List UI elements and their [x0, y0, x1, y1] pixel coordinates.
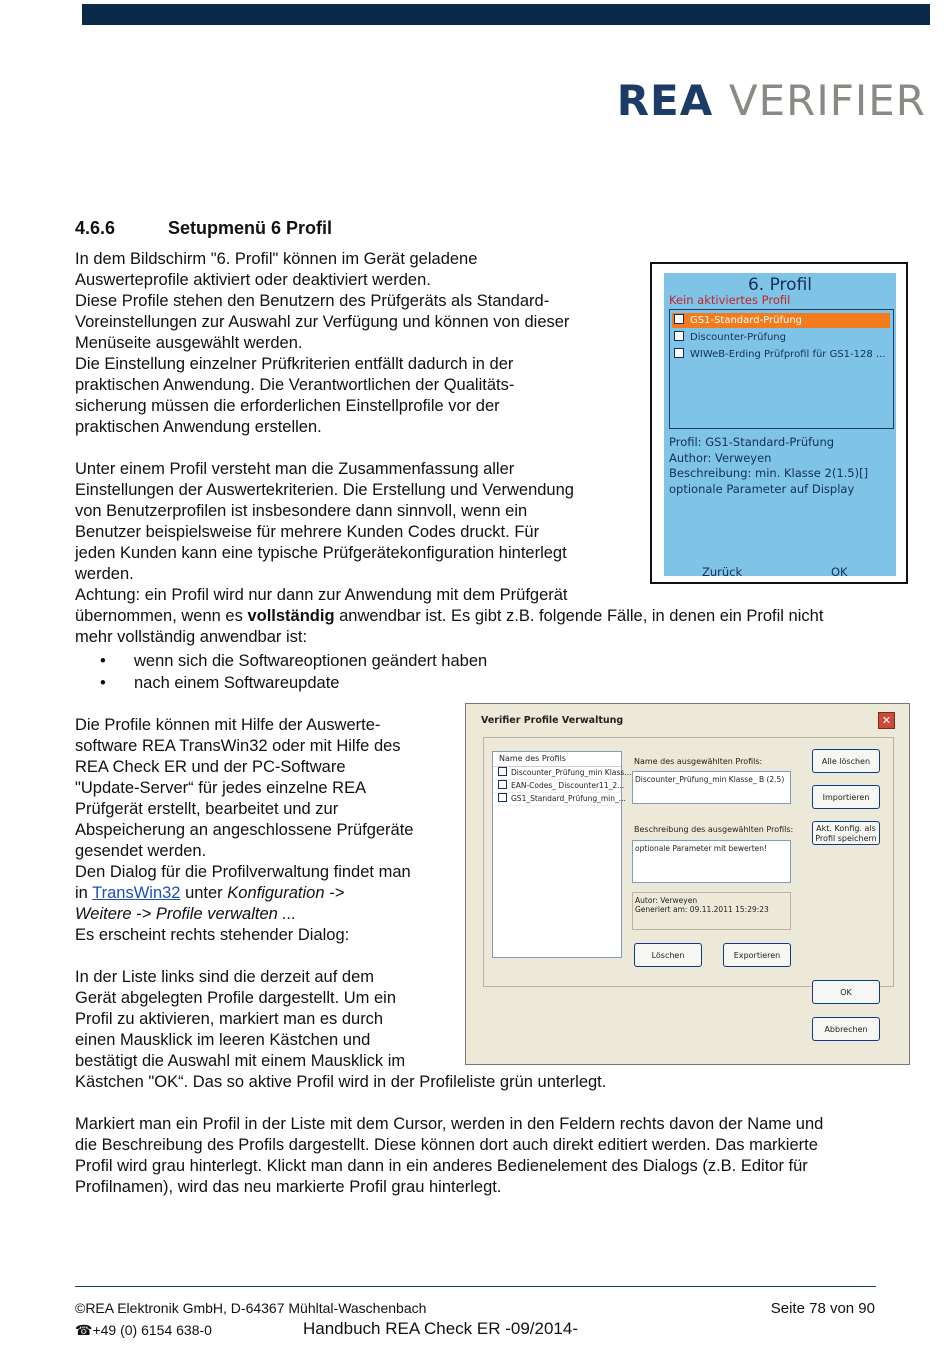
profile-dialog: [465, 703, 910, 1065]
device-profile-item[interactable]: WIWeB-Erding Prüfprofil für GS1-128 ...: [672, 347, 890, 362]
description-label: Beschreibung des ausgewählten Profils:: [634, 825, 794, 834]
top-bar: [82, 4, 930, 25]
checkbox-icon: [498, 767, 507, 776]
checkbox-icon: [498, 780, 507, 789]
export-button[interactable]: Exportieren: [723, 943, 791, 967]
device-profile-list: [669, 309, 894, 429]
device-profile-info: Profil: GS1-Standard-Prüfung Author: Verweyen Beschreibung: min. Klasse 2(1.5)[] optionale Parameter auf Display: [669, 435, 869, 496]
footer-phone: ☎+49 (0) 6154 638-0: [75, 1322, 212, 1338]
dialog-title: Verifier Profile Verwaltung: [481, 715, 624, 726]
phone-icon: ☎: [75, 1322, 93, 1338]
profile-list[interactable]: [492, 751, 632, 958]
delete-all-button[interactable]: Alle löschen: [812, 749, 880, 773]
section-title: Setupmenü 6 Profil: [168, 218, 333, 238]
device-screen: [664, 273, 896, 579]
footer-manual-title: Handbuch REA Check ER -09/2014-: [303, 1319, 578, 1338]
checkbox-icon: [674, 331, 684, 341]
ok-button[interactable]: OK: [812, 980, 880, 1004]
list-item[interactable]: GS1_Standard_Prüfung_min_...: [493, 793, 621, 806]
checkbox-icon: [674, 314, 684, 324]
device-profile-item[interactable]: GS1-Standard-Prüfung: [672, 313, 890, 328]
profile-list-header: Name des Profils: [493, 752, 621, 767]
paragraph-3: Die Profile können mit Hilfe der Auswerte- software REA TransWin32 oder mit Hilfe des REA Check ER und der PC-Software "Update-Server“ für jedes einzelne REA Prüfgerät erstellt, bearbeitet und zur Abspeicherung an angeschlossene Prüfgeräte gesendet werden. Den Dialog für die Profilverwaltung findet man in TransWin32 unter Konfiguration -> Weitere -> Profile verwalten ... Es erscheint rechts stehender Dialog:: [75, 716, 414, 944]
device-ok-button[interactable]: OK: [831, 565, 848, 579]
checkbox-icon: [498, 793, 507, 802]
cancel-button[interactable]: Abbrechen: [812, 1017, 880, 1041]
footer-company: ©REA Elektronik GmbH, D-64367 Mühltal-Waschenbach: [75, 1300, 427, 1316]
logo: REA VERIFIER: [616, 76, 926, 125]
transwin32-link[interactable]: TransWin32: [92, 884, 181, 902]
name-label: Name des ausgewählten Profils:: [634, 757, 763, 766]
device-screenshot: [650, 262, 908, 584]
paragraph-4: In der Liste links sind die derzeit auf dem Gerät abgelegten Profile dargestellt. Um ein Profil zu aktivieren, markiert man es durch einen Mausklick im leeren Kästchen und bestätigt die Auswahl mit einem Mausklick im Kästchen "OK“. Das so aktive Profil wird in der Profileliste grün unterlegt.: [75, 968, 607, 1091]
device-back-button[interactable]: Zurück: [702, 565, 743, 579]
footer-page-number: Seite 78 von 90: [770, 1300, 875, 1317]
list-item: • nach einem Softwareupdate: [100, 674, 340, 692]
device-profile-item[interactable]: Discounter-Prüfung: [672, 330, 890, 345]
list-item: • wenn sich die Softwareoptionen geändert haben: [100, 652, 488, 670]
bullet-list: [100, 650, 487, 694]
footer-divider: [75, 1286, 876, 1287]
profile-name-field[interactable]: Discounter_Prüfung_min Klasse_ B (2.5): [632, 771, 791, 804]
paragraph-2: Unter einem Profil versteht man die Zusammenfassung aller Einstellungen der Auswertekriterien. Die Erstellung und Verwendung von Benutzerprofilen ist insbesondere dann sinnvoll, wenn ein Benutzer beispielsweise für mehrere Kunden Codes druckt. Für jeden Kunden kann eine typische Prüfgerätekonfiguration hinterlegt werden. Achtung: ein Profil wird nur dann zur Anwendung mit dem Prüfgerät übernommen, wenn es vollständig anwendbar ist. Es gibt z.B. folgende Fälle, in denen ein Profil nicht mehr vollständig anwendbar ist:: [75, 460, 824, 646]
device-title: 6. Profil: [747, 275, 813, 295]
paragraph-1: In dem Bildschirm "6. Profil" können im Gerät geladene Auswerteprofile aktiviert oder deaktiviert werden. Diese Profile stehen den Benutzern des Prüfgeräts als Standard- Voreinstellungen zur Auswahl zur Verfügung und können von dieser Menüseite ausgewählt werden. Die Einstellung einzelner Prüfkriterien entfällt dadurch in der praktischen Anwendung. Die Verantwortlichen der Qualitäts- sicherung müssen die erforderlichen Einstellprofile vor der praktischen Anwendung erstellen.: [75, 250, 570, 436]
paragraph-5: Markiert man ein Profil in der Liste mit dem Cursor, werden in den Feldern rechts davon der Name und die Beschreibung des Profils dargestellt. Diese können dort auch direkt editiert werden. Das markierte Profil wird grau hinterlegt. Klickt man dann in ein anderes Bedienelement des Dialogs (z.B. Editor für Profilnamen), wird das neu markierte Profil grau hinterlegt.: [75, 1115, 824, 1196]
list-item[interactable]: EAN-Codes_ Discounter11_2...: [493, 780, 621, 793]
section-heading: [75, 218, 332, 239]
close-icon[interactable]: ✕: [878, 712, 895, 729]
checkbox-icon: [674, 348, 684, 358]
list-item[interactable]: Discounter_Prüfung_min Klass...: [493, 767, 621, 780]
profile-description-field[interactable]: optionale Parameter mit bewerten!: [632, 840, 791, 883]
profile-meta: Autor: Verweyen Generiert am: 09.11.2011 15:29:23: [632, 892, 791, 930]
delete-button[interactable]: Löschen: [634, 943, 702, 967]
save-config-button[interactable]: Akt. Konfig. als Profil speichern: [812, 821, 880, 845]
device-subtitle: Kein aktiviertes Profil: [669, 293, 791, 307]
section-number: 4.6.6: [75, 218, 116, 238]
import-button[interactable]: Importieren: [812, 785, 880, 809]
